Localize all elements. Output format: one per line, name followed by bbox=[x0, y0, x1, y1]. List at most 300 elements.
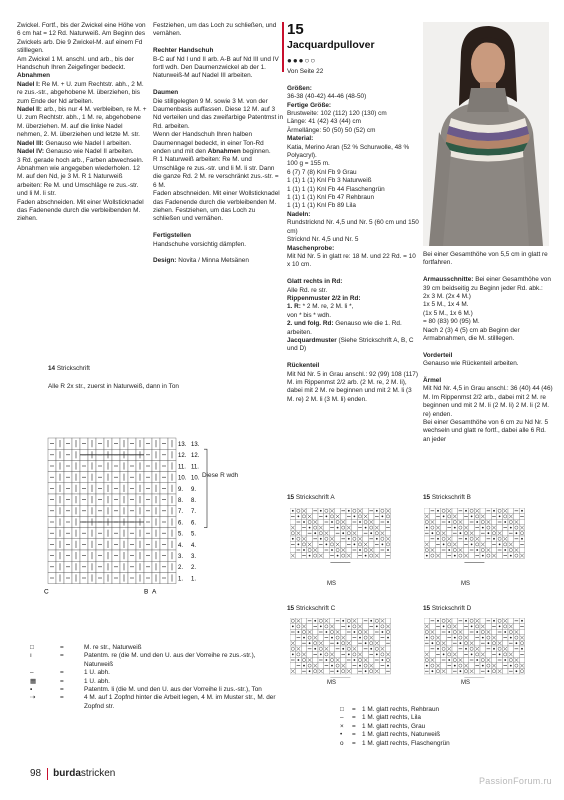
chart-cell bbox=[441, 553, 447, 559]
cell-mark bbox=[516, 670, 518, 672]
chart-cell bbox=[469, 553, 475, 559]
cell-mark bbox=[476, 521, 478, 523]
chart-cell bbox=[441, 508, 447, 514]
chart-cell bbox=[424, 547, 430, 553]
chart-cell bbox=[469, 536, 475, 542]
chart-cell bbox=[458, 514, 464, 520]
chart-cell bbox=[502, 652, 508, 658]
marker-a: A bbox=[152, 588, 157, 596]
cell-mark bbox=[443, 654, 445, 656]
cell-mark bbox=[382, 544, 384, 546]
row-label-repeat: 7. bbox=[191, 509, 197, 516]
heading-maschenprobe: Maschenprobe: bbox=[287, 244, 335, 252]
chart-cell bbox=[463, 629, 469, 635]
chart-cell bbox=[502, 542, 508, 548]
cell-mark bbox=[510, 527, 512, 529]
chart-cell bbox=[307, 536, 313, 542]
pattern-title: Jacquardpullover bbox=[287, 39, 375, 51]
legend-row: × = 1 M. glatt rechts, Grau bbox=[340, 722, 426, 730]
chart-cell bbox=[452, 657, 458, 663]
chart-cell bbox=[352, 640, 358, 646]
chart-cell bbox=[502, 640, 508, 646]
chart-cell bbox=[357, 618, 363, 624]
chart-cell bbox=[324, 536, 330, 542]
row-label-repeat: 5. bbox=[191, 531, 197, 538]
chart-cell bbox=[301, 629, 307, 635]
chart-cell bbox=[435, 547, 441, 553]
chart-cell bbox=[502, 624, 508, 630]
chart-cell bbox=[312, 657, 318, 663]
chart-cell bbox=[318, 519, 324, 525]
paragraph: (1x 5 M., 1x 6 M.) bbox=[423, 309, 473, 317]
cell-mark bbox=[382, 659, 384, 661]
chart-cell bbox=[458, 624, 464, 630]
chart-cell bbox=[352, 668, 358, 674]
chart-cell bbox=[296, 624, 302, 630]
chart-c-ms: MS bbox=[327, 680, 336, 686]
chart-cell bbox=[368, 542, 374, 548]
chart-cell bbox=[363, 652, 369, 658]
chart-cell bbox=[458, 663, 464, 669]
row-label: 6. bbox=[178, 520, 184, 527]
chart-14-title: 14 Strickschrift bbox=[48, 365, 90, 372]
cell-mark bbox=[499, 654, 501, 656]
legend-row: – = 1 M. glatt rechts, Lila bbox=[340, 714, 421, 722]
heading-daumen: Daumen bbox=[153, 89, 179, 97]
paragraph: Nadel I: Re M. + U. zum Rechtstr. abh., 2 M. re zus.-str., abgehobene M. überziehen, bis zum Ende der Nd arbeiten. bbox=[17, 80, 144, 105]
chart-cell bbox=[463, 519, 469, 525]
chart-cell bbox=[329, 618, 335, 624]
cell-mark bbox=[354, 631, 356, 633]
cell-mark bbox=[303, 637, 305, 639]
chart-cell bbox=[352, 536, 358, 542]
chart-cell bbox=[446, 624, 452, 630]
chart-cell bbox=[307, 624, 313, 630]
chart-cell bbox=[480, 618, 486, 624]
row-label-repeat: 9. bbox=[191, 486, 197, 493]
chart-cell bbox=[318, 663, 324, 669]
chart-cell bbox=[318, 530, 324, 536]
chart-cell bbox=[385, 646, 391, 652]
cell-mark bbox=[426, 527, 428, 529]
chart-cell bbox=[312, 542, 318, 548]
chart-cell bbox=[430, 624, 436, 630]
cell-mark bbox=[387, 637, 389, 639]
chart-cell bbox=[357, 646, 363, 652]
chart-cell bbox=[497, 525, 503, 531]
marker-c: C bbox=[44, 588, 49, 596]
legend-chart-14 bbox=[30, 644, 280, 711]
paragraph: Zwickel. Fortf., bis der Zwickel eine Höhe von 6 cm hat = 12 Rd. Naturweiß. Am Beginn des Zwickels arb. Die 9 Zwickel-M. auf einem Fd stilllegen. bbox=[17, 22, 146, 55]
cell-mark bbox=[504, 631, 506, 633]
paragraph: B-C auf Nd I und II arb. A-B auf Nd III und IV fortl wdh. Den Daumenzwickel ab der 1. Naturweiß-M auf Nadel III arbeiten. bbox=[153, 55, 279, 80]
cell-mark bbox=[482, 637, 484, 639]
chart-cell bbox=[469, 618, 475, 624]
chart-cell bbox=[357, 629, 363, 635]
chart-cell bbox=[424, 508, 430, 514]
chart-cell bbox=[480, 657, 486, 663]
chart-cell bbox=[480, 508, 486, 514]
chart-cell bbox=[385, 542, 391, 548]
chart-b-title: 15 Strickschrift B bbox=[423, 494, 471, 501]
cell-mark bbox=[443, 516, 445, 518]
chart-cell bbox=[380, 624, 386, 630]
chart-cell bbox=[446, 668, 452, 674]
chart-cell bbox=[335, 536, 341, 542]
cell-mark bbox=[326, 631, 328, 633]
cell-mark bbox=[387, 521, 389, 523]
chart-cell bbox=[469, 646, 475, 652]
chart-cell bbox=[514, 553, 520, 559]
chart-cell bbox=[380, 668, 386, 674]
paragraph: Abnahmen wie angegeben wiederholen. 12 M. auf den Nd, je 3 M. R 1 Naturweiß arbeiten: Re M. und Umschläge re zus.-str. und li M. li str. bbox=[17, 164, 140, 198]
chart-cell bbox=[474, 624, 480, 630]
chart-cell bbox=[508, 657, 514, 663]
chart-cell bbox=[474, 640, 480, 646]
paragraph: Jacquardmuster (Siehe Strickschrift A, B, C und D) bbox=[287, 336, 414, 353]
cell-mark bbox=[359, 549, 361, 551]
chart-cell bbox=[519, 668, 525, 674]
cell-mark bbox=[359, 637, 361, 639]
chart-cell bbox=[312, 668, 318, 674]
heading-vorderteil: Vorderteil bbox=[423, 351, 453, 359]
cell-mark bbox=[354, 659, 356, 661]
chart-cell bbox=[514, 635, 520, 641]
chart-cell bbox=[352, 553, 358, 559]
chart-cell bbox=[340, 629, 346, 635]
paragraph: Länge: 41 (42) 43 (44) cm bbox=[287, 118, 361, 126]
chart-cell bbox=[452, 618, 458, 624]
cell-mark bbox=[298, 544, 300, 546]
chart-cell bbox=[307, 635, 313, 641]
cell-mark bbox=[460, 670, 462, 672]
chart-cell bbox=[502, 514, 508, 520]
cell-mark bbox=[326, 659, 328, 661]
cell-mark bbox=[348, 654, 350, 656]
chart-cell bbox=[374, 618, 380, 624]
chart-cell bbox=[290, 635, 296, 641]
chart-cell bbox=[312, 629, 318, 635]
chart-cell bbox=[352, 525, 358, 531]
cell-mark bbox=[516, 642, 518, 644]
chart-cell bbox=[374, 530, 380, 536]
row-label: 7. bbox=[178, 509, 184, 516]
cell-mark bbox=[488, 670, 490, 672]
row-label: 11. bbox=[178, 464, 186, 471]
cell-mark bbox=[314, 620, 316, 622]
cell-mark bbox=[331, 637, 333, 639]
cell-mark bbox=[370, 648, 372, 650]
chart-cell bbox=[324, 668, 330, 674]
paragraph: Bei einer Gesamthöhe von 5,5 cm in glatt re fortfahren. bbox=[423, 251, 548, 267]
chart-cell bbox=[508, 519, 514, 525]
cell-mark bbox=[521, 648, 523, 650]
paragraph: 1. R: * 2 M. re, 2 M. li *, bbox=[287, 303, 354, 311]
row-label-repeat: 4. bbox=[191, 542, 197, 549]
cell-mark bbox=[437, 648, 439, 650]
cell-mark bbox=[359, 665, 361, 667]
chart-cell bbox=[514, 663, 520, 669]
heading-rippenmuster: Rippenmuster 2/2 in Rd: bbox=[287, 294, 361, 302]
chart-cell bbox=[486, 663, 492, 669]
cell-mark bbox=[320, 510, 322, 512]
chart-cell bbox=[463, 640, 469, 646]
chart-cell bbox=[480, 547, 486, 553]
chart-cell bbox=[463, 668, 469, 674]
chart-cell bbox=[301, 530, 307, 536]
legend-row: • = 1 M. glatt rechts, Naturweiß bbox=[340, 731, 441, 739]
cell-mark bbox=[298, 659, 300, 661]
cell-mark bbox=[471, 544, 473, 546]
cell-mark bbox=[337, 642, 339, 644]
paragraph: Ärmellänge: 50 (50) 50 (52) cm bbox=[287, 126, 376, 134]
chart-cell bbox=[486, 635, 492, 641]
cell-mark bbox=[437, 510, 439, 512]
row-label-repeat: 8. bbox=[191, 498, 197, 504]
cell-mark bbox=[314, 532, 316, 534]
cell-mark bbox=[292, 538, 294, 540]
cell-mark bbox=[482, 527, 484, 529]
chart-cell bbox=[452, 508, 458, 514]
chart-cell bbox=[446, 652, 452, 658]
design-credit: Design: Novita / Minna Metsänen bbox=[153, 257, 249, 265]
brand-name-bold: burda bbox=[53, 768, 81, 779]
chart-cell bbox=[430, 525, 436, 531]
chart-cell bbox=[463, 547, 469, 553]
chart-cell bbox=[469, 508, 475, 514]
cell-mark bbox=[337, 555, 339, 557]
chart-cell bbox=[441, 646, 447, 652]
paragraph: Brustweite: 102 (112) 120 (130) cm bbox=[287, 110, 387, 118]
chart-cell bbox=[301, 657, 307, 663]
chart-cell bbox=[296, 508, 302, 514]
chart-cell bbox=[346, 618, 352, 624]
chart-cell bbox=[435, 530, 441, 536]
chart-cell bbox=[441, 536, 447, 542]
paragraph: Festziehen, um das Loch zu schließen, und vernähen. bbox=[153, 22, 277, 38]
chart-cell bbox=[380, 525, 386, 531]
chart-cell bbox=[346, 663, 352, 669]
chart-cell bbox=[424, 629, 430, 635]
chart-cell bbox=[458, 525, 464, 531]
cell-mark bbox=[521, 538, 523, 540]
chart-cell bbox=[380, 553, 386, 559]
row-label: 3. bbox=[178, 554, 184, 560]
chart-cell bbox=[340, 514, 346, 520]
chart-cell bbox=[324, 525, 330, 531]
chart-cell bbox=[491, 657, 497, 663]
cell-mark bbox=[376, 510, 378, 512]
chart-cell bbox=[329, 542, 335, 548]
paragraph: 36-38 (40-42) 44-46 (48-50) bbox=[287, 93, 367, 101]
cell-mark bbox=[331, 549, 333, 551]
chart-cell bbox=[335, 624, 341, 630]
chart-cell bbox=[296, 536, 302, 542]
chart-14-note: Alle R 2x str., zuerst in Naturweiß, dann in Ton bbox=[48, 383, 179, 390]
cell-mark bbox=[521, 620, 523, 622]
chart-cell bbox=[435, 668, 441, 674]
chart-cell bbox=[514, 542, 520, 548]
chart-cell bbox=[463, 530, 469, 536]
cell-mark bbox=[499, 516, 501, 518]
chart-cell bbox=[480, 629, 486, 635]
chart-cell bbox=[441, 635, 447, 641]
paragraph: Nach 2 (3) 4 (5) cm ab Beginn der Armabnahmen, die M. stilllegen. bbox=[423, 326, 520, 343]
cell-mark bbox=[365, 670, 367, 672]
cell-mark bbox=[320, 654, 322, 656]
chart-cell bbox=[307, 547, 313, 553]
legend-row: ▦ = 1 U. abh. bbox=[30, 677, 110, 685]
chart-cell bbox=[458, 652, 464, 658]
cell-mark bbox=[465, 648, 467, 650]
chart-c-title: 15 Strickschrift C bbox=[287, 605, 336, 612]
chart-cell bbox=[301, 618, 307, 624]
chart-cell bbox=[519, 640, 525, 646]
cell-mark bbox=[309, 527, 311, 529]
cell-mark bbox=[331, 665, 333, 667]
chart-cell bbox=[519, 519, 525, 525]
chart-cell bbox=[329, 530, 335, 536]
chart-cell bbox=[346, 530, 352, 536]
chart-cell bbox=[290, 663, 296, 669]
chart-cell bbox=[363, 547, 369, 553]
page-ref: Von Seite 22 bbox=[287, 68, 324, 75]
chart-cell bbox=[374, 635, 380, 641]
chart-cell bbox=[363, 663, 369, 669]
chart-cell bbox=[368, 640, 374, 646]
chart-a-grid bbox=[290, 508, 400, 568]
chart-cell bbox=[452, 519, 458, 525]
chart-cell bbox=[474, 514, 480, 520]
row-label-repeat: 3. bbox=[191, 554, 197, 560]
chart-cell bbox=[508, 547, 514, 553]
cell-mark bbox=[320, 538, 322, 540]
cell-mark bbox=[476, 631, 478, 633]
page-footer bbox=[30, 768, 115, 780]
paragraph: Katia, Merino Aran (52 % Schurwolle, 48 % Polyacryl). bbox=[287, 143, 410, 160]
cell-mark bbox=[432, 670, 434, 672]
cell-mark bbox=[303, 521, 305, 523]
chart-cell bbox=[324, 624, 330, 630]
page-number: 98 bbox=[30, 768, 42, 779]
chart-cell bbox=[497, 618, 503, 624]
cell-mark bbox=[465, 620, 467, 622]
chart-cell bbox=[424, 519, 430, 525]
paragraph: 1 (1) 1 (1) Knl Fb 3 Naturweiß bbox=[287, 177, 372, 185]
accent-bar bbox=[282, 22, 284, 72]
chart-cell bbox=[514, 624, 520, 630]
chart-cell bbox=[385, 657, 391, 663]
chart-cell bbox=[452, 547, 458, 553]
model-photo bbox=[423, 22, 549, 246]
paragraph: Rundstricknd Nr. 4,5 und Nr. 5 (60 cm und 150 cm) bbox=[287, 219, 419, 235]
chart-cell bbox=[497, 646, 503, 652]
cell-mark bbox=[471, 516, 473, 518]
chart-b-grid bbox=[424, 508, 534, 568]
legend-row: □ = 1 M. glatt rechts, Rehbraun bbox=[340, 706, 440, 713]
chart-cell bbox=[318, 646, 324, 652]
chart-cell bbox=[446, 640, 452, 646]
chart-cell bbox=[514, 652, 520, 658]
chart-cell bbox=[363, 624, 369, 630]
chart-cell bbox=[430, 652, 436, 658]
chart-cell bbox=[514, 525, 520, 531]
cell-mark bbox=[292, 510, 294, 512]
row-label-repeat: 10. bbox=[191, 475, 200, 482]
column-1 bbox=[17, 22, 147, 224]
chart-cell bbox=[446, 530, 452, 536]
cell-mark bbox=[359, 521, 361, 523]
legend-row: ⇢ = 4 M. auf 1 Zopfnd hinter die Arbeit legen, 4 M. im Muster str., M. der Zopfnd str. bbox=[30, 694, 276, 710]
row-label-repeat: 11. bbox=[191, 464, 199, 471]
chart-cell bbox=[296, 668, 302, 674]
cell-mark bbox=[326, 544, 328, 546]
paragraph: 6 (7) 7 (8) Knl Fb 9 Grau bbox=[287, 168, 357, 176]
chart-cell bbox=[352, 652, 358, 658]
cell-mark bbox=[365, 555, 367, 557]
paragraph: Mit Nd Nr. 5 in Grau anschl.: 92 (99) 108 (117) M. im Rippenmst 2/2 arb. (2 M. re, 2 M. li), dabei mit 2 M. re beginnen und mit 2 M. li (3 M. re) 2 M. li (3 M. li) enden. bbox=[287, 370, 418, 403]
row-label: 1. bbox=[178, 576, 184, 583]
chart-b-ms: MS bbox=[461, 581, 470, 587]
chart-cell bbox=[519, 530, 525, 536]
chart-cell bbox=[352, 508, 358, 514]
row-label: 9. bbox=[178, 486, 184, 493]
chart-cell bbox=[469, 635, 475, 641]
chart-cell bbox=[290, 547, 296, 553]
cell-mark bbox=[448, 549, 450, 551]
chart-cell bbox=[324, 508, 330, 514]
chart-cell bbox=[486, 624, 492, 630]
chart-cell bbox=[385, 530, 391, 536]
legend-row: – = 1 U. abh. bbox=[30, 669, 110, 677]
chart-cell bbox=[474, 530, 480, 536]
chart-cell bbox=[312, 525, 318, 531]
chart-cell bbox=[474, 652, 480, 658]
chart-cell bbox=[368, 657, 374, 663]
chart-cell bbox=[324, 652, 330, 658]
legend-row: ı = Patentm. re (die M. und den U. aus der Vorreihe re zus.-str.), Naturweiß bbox=[30, 652, 256, 668]
chart-cell bbox=[430, 542, 436, 548]
cell-mark bbox=[504, 521, 506, 523]
cell-mark bbox=[292, 654, 294, 656]
chart-cell bbox=[340, 525, 346, 531]
chart-cell bbox=[380, 640, 386, 646]
paragraph: Faden abschneiden. Mit einer Wollsticknadel das Fadenende durch die verbleibenden M. ziehen. bbox=[17, 198, 144, 223]
cell-mark bbox=[303, 549, 305, 551]
paragraph: 1 (1) 1 (1) Knl Fb 89 Lila bbox=[287, 202, 356, 210]
chart-cell bbox=[307, 508, 313, 514]
chart-d-title: 15 Strickschrift D bbox=[423, 605, 472, 612]
row-label: 2. bbox=[178, 565, 184, 572]
chart-cell bbox=[346, 635, 352, 641]
chart-cell bbox=[374, 519, 380, 525]
row-label: 13. bbox=[178, 442, 187, 448]
chart-cell bbox=[508, 536, 514, 542]
paragraph: 3 Rd. gerade hoch arb., Farben abwechseln. bbox=[17, 156, 144, 164]
chart-cell bbox=[446, 542, 452, 548]
cell-mark bbox=[314, 648, 316, 650]
chart-cell bbox=[486, 553, 492, 559]
heading-rechter-handschuh: Rechter Handschuh bbox=[153, 47, 214, 55]
cell-mark bbox=[488, 642, 490, 644]
cell-mark bbox=[354, 516, 356, 518]
paragraph: Mit Nd Nr. 4,5 in Grau anschl.: 36 (40) 44 (46) M. Im Rippenmst 2/2 arb., dabei mit 2 M. re beginnen und mit 2 M. li (2 M. li) 2 M. li (2 M. re) enden. bbox=[423, 385, 553, 418]
cell-mark bbox=[387, 549, 389, 551]
chart-a-ms: MS bbox=[327, 581, 336, 587]
cell-mark bbox=[320, 626, 322, 628]
chart-cell bbox=[452, 646, 458, 652]
paragraph: Mit Nd Nr. 5 in glatt re: 18 M. und 22 Rd. = 10 x 10 cm. bbox=[287, 252, 416, 269]
